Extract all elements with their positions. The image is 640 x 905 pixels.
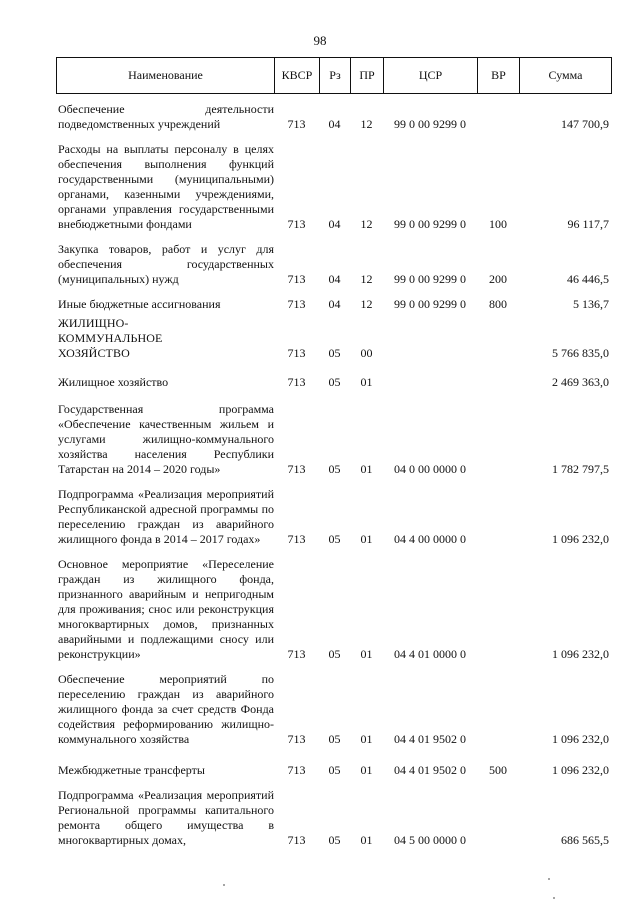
row-csr: 04 4 01 9502 0 [394, 732, 466, 746]
table-row [56, 375, 611, 390]
row-kvsr: 713 [287, 272, 306, 286]
row-kvsr: 713 [287, 217, 306, 231]
row-rz: 05 [328, 833, 341, 847]
row-pr: 01 [360, 647, 373, 661]
row-pr: 01 [360, 833, 373, 847]
row-csr: 04 5 00 0000 0 [394, 833, 466, 847]
row-csr: 04 4 01 0000 0 [394, 647, 466, 661]
row-csr: 04 4 01 9502 0 [394, 763, 466, 777]
row-pr: 12 [360, 272, 373, 286]
row-name: Подпрограмма «Реализация мероприятий Региональной программы капитального ремонта общего имущества в многоквартирных домах, [58, 788, 274, 847]
scan-speck [553, 897, 555, 899]
row-pr: 01 [360, 462, 373, 476]
row-sum: 1 096 232,0 [552, 532, 609, 546]
table-row [56, 297, 611, 312]
row-sum: 5 136,7 [573, 297, 609, 311]
row-kvsr: 713 [287, 532, 306, 546]
row-kvsr: 713 [287, 763, 306, 777]
row-csr: 04 0 00 0000 0 [394, 462, 466, 476]
row-sum: 46 446,5 [567, 272, 609, 286]
row-name: Основное мероприятие «Переселение граждан из жилищного фонда, признанного аварийным и непригодным для проживания; снос или реконструкция многоквартирных домов, признанных аварийными и подлежащими сносу или реконструкции» [58, 557, 274, 661]
row-rz: 05 [328, 532, 341, 546]
row-pr: 01 [360, 763, 373, 777]
row-name: Обеспечение деятельности подведомственных учреждений [58, 102, 274, 131]
row-pr: 12 [360, 217, 373, 231]
table-row [56, 672, 611, 747]
row-name: Государственная программа «Обеспечение качественным жильем и услугами жилищно-коммунального хозяйства населения Республики Татарстан на 2014 – 2020 годы» [58, 402, 274, 476]
row-vr: 200 [489, 272, 507, 286]
header-csr: ЦСР [384, 58, 478, 94]
row-name: Обеспечение мероприятий по переселению граждан из аварийного жилищного фонда за счет средств Фонда содействия реформированию жилищно-коммунального хозяйства [58, 672, 274, 746]
table-row [56, 316, 611, 361]
table-row [56, 242, 611, 287]
row-rz: 04 [328, 217, 341, 231]
row-vr: 100 [489, 217, 507, 231]
header-rz: Рз [320, 58, 351, 94]
row-name: Подпрограмма «Реализация мероприятий Республиканской адресной программы по переселению граждан из аварийного жилищного фонда в 2014 – 2017 годах» [58, 487, 274, 546]
row-csr: 99 0 00 9299 0 [394, 272, 466, 286]
row-sum: 686 565,5 [561, 833, 609, 847]
scan-speck [548, 878, 550, 880]
row-sum: 1 096 232,0 [552, 763, 609, 777]
table-row [56, 763, 611, 778]
row-sum: 5 766 835,0 [552, 346, 609, 360]
row-name: ЖИЛИЩНО-КОММУНАЛЬНОЕ ХОЗЯЙСТВО [58, 316, 163, 360]
table-row [56, 557, 611, 662]
row-rz: 04 [328, 117, 341, 131]
row-kvsr: 713 [287, 346, 306, 360]
row-rz: 04 [328, 297, 341, 311]
row-csr: 99 0 00 9299 0 [394, 217, 466, 231]
row-kvsr: 713 [287, 117, 306, 131]
header-name: Наименование [57, 58, 275, 94]
row-kvsr: 713 [287, 647, 306, 661]
row-pr: 01 [360, 732, 373, 746]
row-sum: 1 096 232,0 [552, 732, 609, 746]
header-pr: ПР [351, 58, 384, 94]
row-kvsr: 713 [287, 375, 306, 389]
row-rz: 05 [328, 375, 341, 389]
row-name: Жилищное хозяйство [58, 375, 169, 389]
table-body [56, 100, 611, 848]
table-row [56, 788, 611, 848]
page-number: 98 [313, 33, 327, 48]
row-pr: 12 [360, 297, 373, 311]
row-csr: 99 0 00 9299 0 [394, 297, 466, 311]
row-csr: 99 0 00 9299 0 [394, 117, 466, 131]
row-vr: 800 [489, 297, 507, 311]
row-pr: 12 [360, 117, 373, 131]
header-vr: ВР [478, 58, 520, 94]
row-name: Закупка товаров, работ и услуг для обеспечения государственных (муниципальных) нужд [58, 242, 274, 286]
table-header [56, 57, 612, 94]
row-sum: 96 117,7 [567, 217, 609, 231]
row-name: Иные бюджетные ассигнования [58, 297, 221, 311]
row-kvsr: 713 [287, 732, 306, 746]
row-kvsr: 713 [287, 462, 306, 476]
row-rz: 05 [328, 346, 341, 360]
table-row [56, 142, 611, 232]
row-rz: 04 [328, 272, 341, 286]
row-pr: 00 [360, 346, 373, 360]
table-row [56, 102, 611, 132]
row-vr: 500 [489, 763, 507, 777]
row-kvsr: 713 [287, 833, 306, 847]
row-pr: 01 [360, 375, 373, 389]
table-row [56, 487, 611, 547]
table-row [56, 402, 611, 477]
row-rz: 05 [328, 763, 341, 777]
row-rz: 05 [328, 647, 341, 661]
row-name: Расходы на выплаты персоналу в целях обеспечения выполнения функций государственными (муниципальными) органами, казенными учреждениями, органами управления государственными внебюджетными фондами [58, 142, 274, 231]
row-name: Межбюджетные трансферты [58, 763, 205, 777]
row-sum: 1 096 232,0 [552, 647, 609, 661]
row-sum: 2 469 363,0 [552, 375, 609, 389]
header-sum: Сумма [520, 58, 612, 94]
scan-speck [223, 884, 225, 886]
row-rz: 05 [328, 732, 341, 746]
row-kvsr: 713 [287, 297, 306, 311]
row-rz: 05 [328, 462, 341, 476]
row-csr: 04 4 00 0000 0 [394, 532, 466, 546]
row-sum: 1 782 797,5 [552, 462, 609, 476]
header-kvsr: КВСР [275, 58, 320, 94]
row-sum: 147 700,9 [561, 117, 609, 131]
row-pr: 01 [360, 532, 373, 546]
